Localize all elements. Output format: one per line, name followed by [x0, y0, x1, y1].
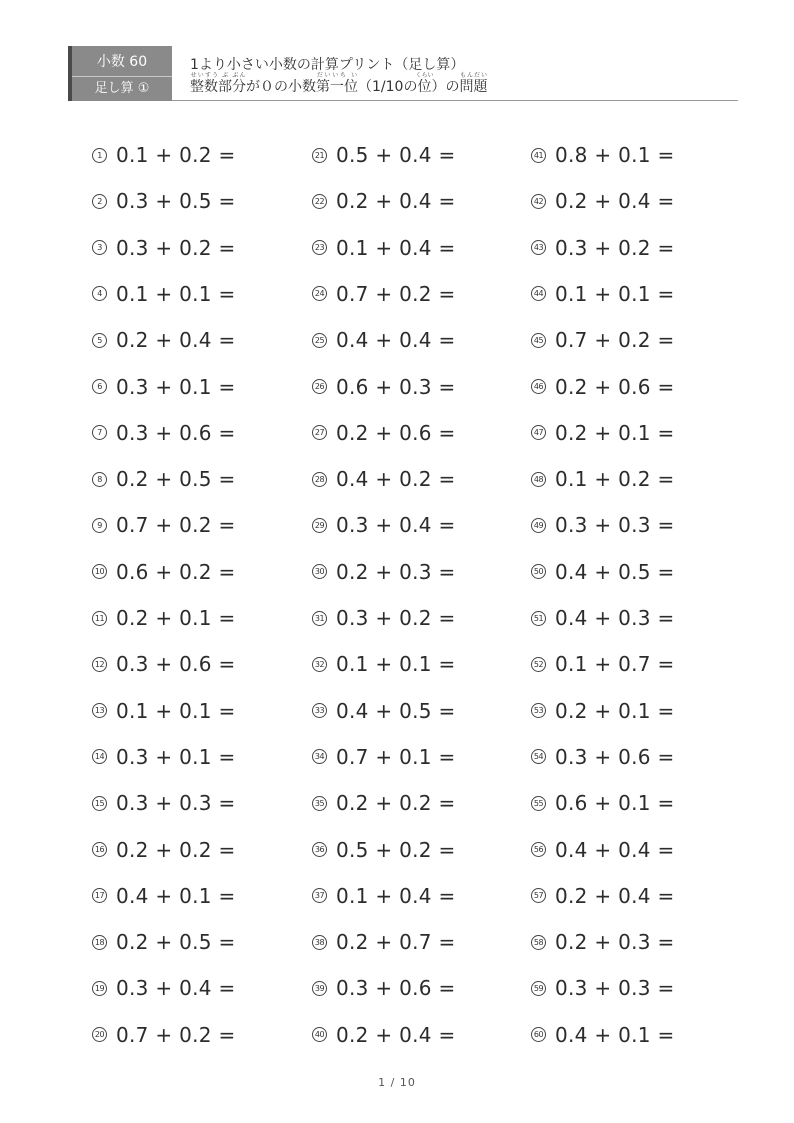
problem-expression: 0.2 + 0.5 =: [116, 467, 236, 492]
problem-expression: 0.4 + 0.5 =: [555, 559, 675, 584]
problem-expression: 0.4 + 0.3 =: [555, 606, 675, 630]
problem-item: [312, 279, 456, 309]
furigana: だいいち い: [316, 72, 358, 79]
problem-number: 36: [312, 842, 327, 857]
problem-expression: 0.4 + 0.2 =: [336, 467, 456, 492]
problem-expression: 0.2 + 0.6 =: [555, 374, 675, 399]
problem-item: [531, 649, 675, 679]
problem-expression: 0.2 + 0.1 =: [555, 698, 675, 723]
problem-number: 13: [92, 703, 107, 718]
subtitle-ruby-segment: 位くらい: [415, 72, 434, 95]
problem-item: [312, 464, 456, 494]
problem-number: 57: [531, 888, 546, 903]
problem-number: 17: [92, 888, 107, 903]
subtitle-segment: （1/10の: [358, 79, 418, 95]
problem-number: 38: [312, 935, 327, 950]
problem-item: [92, 649, 236, 679]
problem-item: [312, 649, 456, 679]
problem-expression: 0.1 + 0.4 =: [336, 235, 456, 260]
problem-item: [531, 186, 675, 216]
problem-number: 53: [531, 703, 546, 718]
problem-number: 48: [531, 472, 546, 487]
problem-item: [531, 973, 675, 1003]
furigana: くらい: [415, 72, 434, 79]
problem-number: 12: [92, 657, 107, 672]
problem-expression: 0.1 + 0.4 =: [336, 883, 456, 908]
badge-subtitle: 足し算 ①: [94, 81, 150, 96]
problem-item: [312, 1020, 456, 1050]
problem-expression: 0.2 + 0.3 =: [555, 930, 675, 955]
problem-item: [312, 927, 456, 957]
page-number: 1 / 10: [378, 1076, 416, 1089]
problem-item: [92, 510, 236, 540]
problem-number: 6: [92, 379, 107, 394]
problem-item: [312, 372, 456, 402]
problem-expression: 0.4 + 0.4 =: [336, 328, 456, 353]
problem-item: [312, 742, 456, 772]
problem-expression: 0.1 + 0.1 =: [116, 281, 236, 306]
problem-expression: 0.3 + 0.2 =: [336, 606, 456, 630]
problem-item: [312, 973, 456, 1003]
problem-item: [531, 557, 675, 587]
problem-number: 41: [531, 148, 546, 163]
problem-expression: 0.3 + 0.6 =: [555, 744, 675, 769]
problem-item: [92, 325, 236, 355]
problem-item: [531, 927, 675, 957]
subtitle-ruby-segment: 問題もんだい: [459, 72, 488, 95]
problem-number: 7: [92, 425, 107, 440]
problem-item: [531, 881, 675, 911]
problem-number: 11: [92, 611, 107, 626]
problem-item: [312, 603, 456, 633]
problem-item: [312, 788, 456, 818]
problem-expression: 0.6 + 0.2 =: [116, 559, 236, 584]
problem-item: [92, 1020, 236, 1050]
problem-expression: 0.6 + 0.1 =: [555, 791, 675, 816]
problem-number: 40: [312, 1027, 327, 1042]
problem-expression: 0.7 + 0.2 =: [116, 1022, 236, 1047]
problem-expression: 0.3 + 0.2 =: [555, 235, 675, 260]
problem-number: 46: [531, 379, 546, 394]
furigana: せいすう ぶ ぶん: [190, 72, 246, 79]
problem-expression: 0.6 + 0.3 =: [336, 374, 456, 399]
problem-expression: 0.2 + 0.4 =: [336, 1022, 456, 1047]
problem-expression: 0.5 + 0.4 =: [336, 143, 456, 167]
problem-item: [312, 510, 456, 540]
problem-number: 33: [312, 703, 327, 718]
problem-number: 3: [92, 240, 107, 255]
problem-item: [312, 233, 456, 263]
problem-expression: 0.4 + 0.5 =: [336, 698, 456, 723]
problem-number: 27: [312, 425, 327, 440]
problem-item: [312, 696, 456, 726]
problem-item: [531, 696, 675, 726]
furigana: もんだい: [459, 72, 488, 79]
problem-number: 1: [92, 148, 107, 163]
problem-number: 25: [312, 333, 327, 348]
problem-item: [92, 140, 236, 170]
problem-expression: 0.2 + 0.4 =: [116, 328, 236, 353]
problem-item: [531, 279, 675, 309]
problem-expression: 0.1 + 0.2 =: [555, 467, 675, 492]
worksheet-title: 1より小さい小数の計算プリント（足し算）: [190, 57, 465, 73]
problem-item: [531, 742, 675, 772]
problem-item: [531, 510, 675, 540]
problem-expression: 0.5 + 0.2 =: [336, 837, 456, 862]
problem-number: 58: [531, 935, 546, 950]
problem-number: 37: [312, 888, 327, 903]
problem-expression: 0.1 + 0.1 =: [336, 652, 456, 677]
problem-number: 52: [531, 657, 546, 672]
problem-expression: 0.2 + 0.2 =: [116, 837, 236, 862]
problem-number: 20: [92, 1027, 107, 1042]
problem-number: 22: [312, 194, 327, 209]
problem-expression: 0.4 + 0.4 =: [555, 837, 675, 862]
problem-expression: 0.3 + 0.6 =: [336, 976, 456, 1001]
problem-item: [531, 464, 675, 494]
problem-item: [531, 835, 675, 865]
problem-expression: 0.3 + 0.3 =: [555, 976, 675, 1001]
problem-expression: 0.3 + 0.4 =: [336, 513, 456, 538]
problem-expression: 0.2 + 0.7 =: [336, 930, 456, 955]
problem-item: [531, 788, 675, 818]
problem-item: [531, 418, 675, 448]
problem-item: [531, 233, 675, 263]
problem-expression: 0.2 + 0.6 =: [336, 420, 456, 445]
problem-item: [92, 696, 236, 726]
problem-expression: 0.3 + 0.6 =: [116, 652, 236, 677]
problem-number: 35: [312, 796, 327, 811]
problem-expression: 0.3 + 0.5 =: [116, 189, 236, 214]
problem-item: [92, 372, 236, 402]
problem-expression: 0.2 + 0.4 =: [336, 189, 456, 214]
problem-item: [92, 881, 236, 911]
problem-number: 49: [531, 518, 546, 533]
problem-number: 4: [92, 286, 107, 301]
problem-number: 60: [531, 1027, 546, 1042]
problem-number: 59: [531, 981, 546, 996]
problem-item: [312, 557, 456, 587]
problem-expression: 0.7 + 0.2 =: [555, 328, 675, 353]
problem-expression: 0.1 + 0.1 =: [555, 281, 675, 306]
problem-number: 54: [531, 749, 546, 764]
problem-item: [92, 788, 236, 818]
problem-number: 31: [312, 611, 327, 626]
problem-expression: 0.4 + 0.1 =: [555, 1022, 675, 1047]
problem-expression: 0.3 + 0.3 =: [116, 791, 236, 816]
subtitle-ruby-segment: 整数部分せいすう ぶ ぶん: [190, 72, 246, 95]
problem-number: 29: [312, 518, 327, 533]
problem-expression: 0.7 + 0.2 =: [116, 513, 236, 538]
problem-item: [312, 140, 456, 170]
problem-item: [92, 835, 236, 865]
problem-expression: 0.2 + 0.4 =: [555, 883, 675, 908]
problem-item: [92, 927, 236, 957]
problem-expression: 0.1 + 0.2 =: [116, 143, 236, 167]
problem-number: 23: [312, 240, 327, 255]
problem-item: [312, 186, 456, 216]
problem-expression: 0.2 + 0.1 =: [116, 606, 236, 630]
problem-expression: 0.3 + 0.3 =: [555, 513, 675, 538]
problem-expression: 0.3 + 0.1 =: [116, 744, 236, 769]
problem-item: [531, 140, 675, 170]
problem-item: [531, 325, 675, 355]
problem-item: [92, 742, 236, 772]
problem-number: 30: [312, 564, 327, 579]
problem-expression: 0.7 + 0.2 =: [336, 281, 456, 306]
problem-number: 21: [312, 148, 327, 163]
problem-number: 34: [312, 749, 327, 764]
problem-number: 32: [312, 657, 327, 672]
problem-expression: 0.3 + 0.4 =: [116, 976, 236, 1001]
problem-item: [92, 418, 236, 448]
problem-item: [92, 464, 236, 494]
problem-expression: 0.1 + 0.7 =: [555, 652, 675, 677]
problem-item: [92, 973, 236, 1003]
problem-expression: 0.3 + 0.2 =: [116, 235, 236, 260]
problem-item: [312, 325, 456, 355]
problem-number: 9: [92, 518, 107, 533]
problem-number: 44: [531, 286, 546, 301]
problem-number: 28: [312, 472, 327, 487]
problem-number: 16: [92, 842, 107, 857]
problem-number: 8: [92, 472, 107, 487]
problem-item: [531, 1020, 675, 1050]
problem-number: 19: [92, 981, 107, 996]
problem-item: [531, 372, 675, 402]
problem-expression: 0.3 + 0.1 =: [116, 374, 236, 399]
problem-expression: 0.1 + 0.1 =: [116, 698, 236, 723]
problem-item: [312, 418, 456, 448]
problem-number: 18: [92, 935, 107, 950]
problem-expression: 0.3 + 0.6 =: [116, 420, 236, 445]
problem-expression: 0.2 + 0.2 =: [336, 791, 456, 816]
badge-title: 小数 60: [72, 46, 172, 77]
problem-number: 10: [92, 564, 107, 579]
problem-expression: 0.7 + 0.1 =: [336, 744, 456, 769]
problem-item: [92, 233, 236, 263]
problem-number: 26: [312, 379, 327, 394]
problem-expression: 0.2 + 0.1 =: [555, 420, 675, 445]
problem-expression: 0.4 + 0.1 =: [116, 883, 236, 908]
problem-number: 14: [92, 749, 107, 764]
problem-item: [92, 186, 236, 216]
problem-expression: 0.8 + 0.1 =: [555, 143, 675, 167]
problem-item: [531, 603, 675, 633]
problem-item: [312, 881, 456, 911]
problem-number: 43: [531, 240, 546, 255]
problem-expression: 0.2 + 0.5 =: [116, 930, 236, 955]
subtitle-ruby-segment: 第一位だいいち い: [316, 72, 358, 95]
problem-number: 39: [312, 981, 327, 996]
problem-number: 2: [92, 194, 107, 209]
problem-item: [92, 557, 236, 587]
problem-number: 24: [312, 286, 327, 301]
problem-item: [92, 279, 236, 309]
problem-number: 50: [531, 564, 546, 579]
problem-number: 56: [531, 842, 546, 857]
problem-expression: 0.2 + 0.4 =: [555, 189, 675, 214]
problem-number: 45: [531, 333, 546, 348]
problem-item: [92, 603, 236, 633]
problem-item: [312, 835, 456, 865]
subtitle-segment: ）の: [431, 79, 460, 95]
problem-number: 15: [92, 796, 107, 811]
problem-number: 55: [531, 796, 546, 811]
problem-expression: 0.2 + 0.3 =: [336, 559, 456, 584]
problem-number: 5: [92, 333, 107, 348]
problem-number: 47: [531, 425, 546, 440]
subtitle-segment: が０の小数: [246, 79, 316, 95]
problem-number: 51: [531, 611, 546, 626]
problem-number: 42: [531, 194, 546, 209]
